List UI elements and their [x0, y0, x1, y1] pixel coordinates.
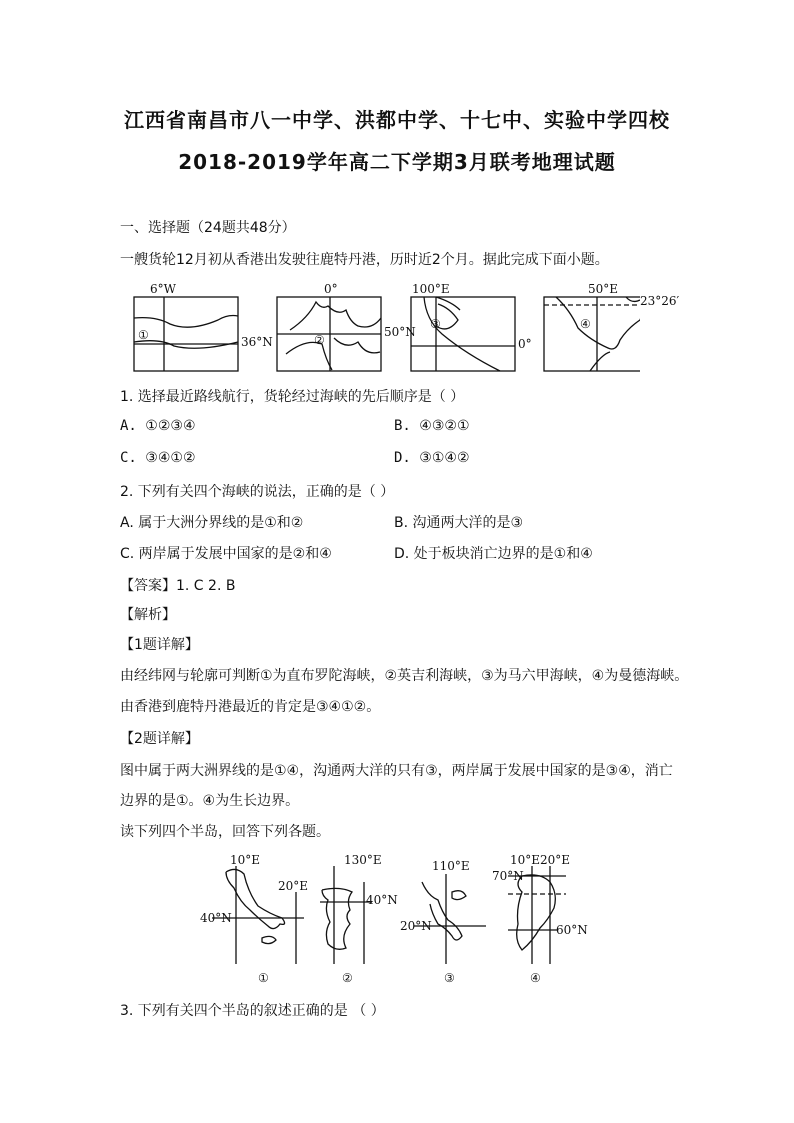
fig1-label-circle3: ③: [430, 317, 441, 331]
fig1-label-0deg-lat: 0°: [518, 337, 532, 351]
fig1-label-0deg: 0°: [324, 282, 338, 296]
detail-1-text-1: 由经纬网与轮廓可判断①为直布罗陀海峡，②英吉利海峡，③为马六甲海峡，④为曼德海峡。: [120, 668, 689, 684]
map-1-coast: [134, 316, 238, 328]
fig1-label-circle1: ①: [138, 328, 149, 342]
fig1-label-circle4: ④: [580, 317, 591, 331]
map-1-frame: [134, 297, 238, 371]
q2-option-a[interactable]: A. 属于大洲分界线的是①和②: [120, 515, 304, 531]
fig2-label-130e: 130°E: [344, 853, 382, 867]
peninsula-2-outline: [322, 888, 352, 949]
fig2-label-20e-a: 20°E: [278, 879, 309, 893]
fig2-label-circle3: ③: [444, 971, 455, 985]
detail-1-text-2: 由香港到鹿特丹港最近的肯定是③④①②。: [120, 699, 381, 715]
q1-option-c[interactable]: C. ③④①②: [120, 450, 196, 466]
strait-maps-figure: [120, 280, 640, 378]
map-3-frame: [411, 297, 515, 371]
q2-option-d[interactable]: D. 处于板块消亡边界的是①和④: [394, 546, 593, 562]
fig1-label-50n: 50°N: [384, 325, 416, 339]
fig1-label-tropic: 23°26′: [640, 294, 680, 308]
map-2-coast: [290, 302, 381, 330]
fig2-label-60n: 60°N: [556, 923, 588, 937]
q1-option-a[interactable]: A. ①②③④: [120, 418, 196, 434]
peninsula-1-outline: [226, 869, 285, 928]
detail-1-heading: 【1题详解】: [120, 637, 199, 653]
q2-option-b[interactable]: B. 沟通两大洋的是③: [394, 515, 524, 531]
fig2-label-20n: 20°N: [400, 919, 432, 933]
fig2-label-20e-b: 20°E: [540, 853, 571, 867]
fig1-label-100e: 100°E: [412, 282, 450, 296]
q3-stem: 3. 下列有关四个半岛的叙述正确的是 （ ）: [120, 1003, 385, 1019]
fig2-label-110e: 110°E: [432, 859, 470, 873]
intro-2: 读下列四个半岛，回答下列各题。: [120, 824, 330, 840]
title-line-2: 2018-2019学年高二下学期3月联考地理试题: [178, 150, 616, 174]
detail-2-text-2: 边界的是①。④为生长边界。: [120, 793, 300, 809]
fig2-label-40n-a: 40°N: [200, 911, 232, 925]
fig2-label-10e-b: 10°E: [510, 853, 541, 867]
intro-1: 一艘货轮12月初从香港出发驶往鹿特丹港，历时近2个月。据此完成下面小题。: [120, 252, 609, 268]
fig2-label-circle1: ①: [258, 971, 269, 985]
fig2-label-circle2: ②: [342, 971, 353, 985]
map-4-frame: [544, 297, 640, 371]
fig1-label-36n: 36°N: [241, 335, 273, 349]
q1-option-d[interactable]: D. ③①④②: [394, 450, 470, 466]
detail-2-text-1: 图中属于两大洲界线的是①④，沟通两大洋的只有③，两岸属于发展中国家的是③④，消亡: [120, 763, 673, 779]
peninsula-maps-figure: [196, 852, 606, 988]
q1-option-b[interactable]: B. ④③②①: [394, 418, 470, 434]
fig2-label-10e-a: 10°E: [230, 853, 261, 867]
section-heading: 一、选择题（24题共48分）: [120, 220, 296, 236]
fig1-label-6w: 6°W: [150, 282, 176, 296]
fig1-label-50e: 50°E: [588, 282, 619, 296]
title-line-1: 江西省南昌市八一中学、洪都中学、十七中、实验中学四校: [124, 108, 670, 132]
q1-stem: 1. 选择最近路线航行，货轮经过海峡的先后顺序是（ ）: [120, 389, 465, 405]
fig2-label-circle4: ④: [530, 971, 541, 985]
answer: 【答案】1. C 2. B: [120, 578, 236, 594]
q2-stem: 2. 下列有关四个海峡的说法，正确的是（ ）: [120, 484, 395, 500]
detail-2-heading: 【2题详解】: [120, 731, 199, 747]
fig2-label-70n: 70°N: [492, 869, 524, 883]
fig2-label-40n-b: 40°N: [366, 893, 398, 907]
analysis-heading: 【解析】: [120, 607, 176, 623]
q2-option-c[interactable]: C. 两岸属于发展中国家的是②和④: [120, 546, 332, 562]
fig1-label-circle2: ②: [314, 333, 325, 347]
